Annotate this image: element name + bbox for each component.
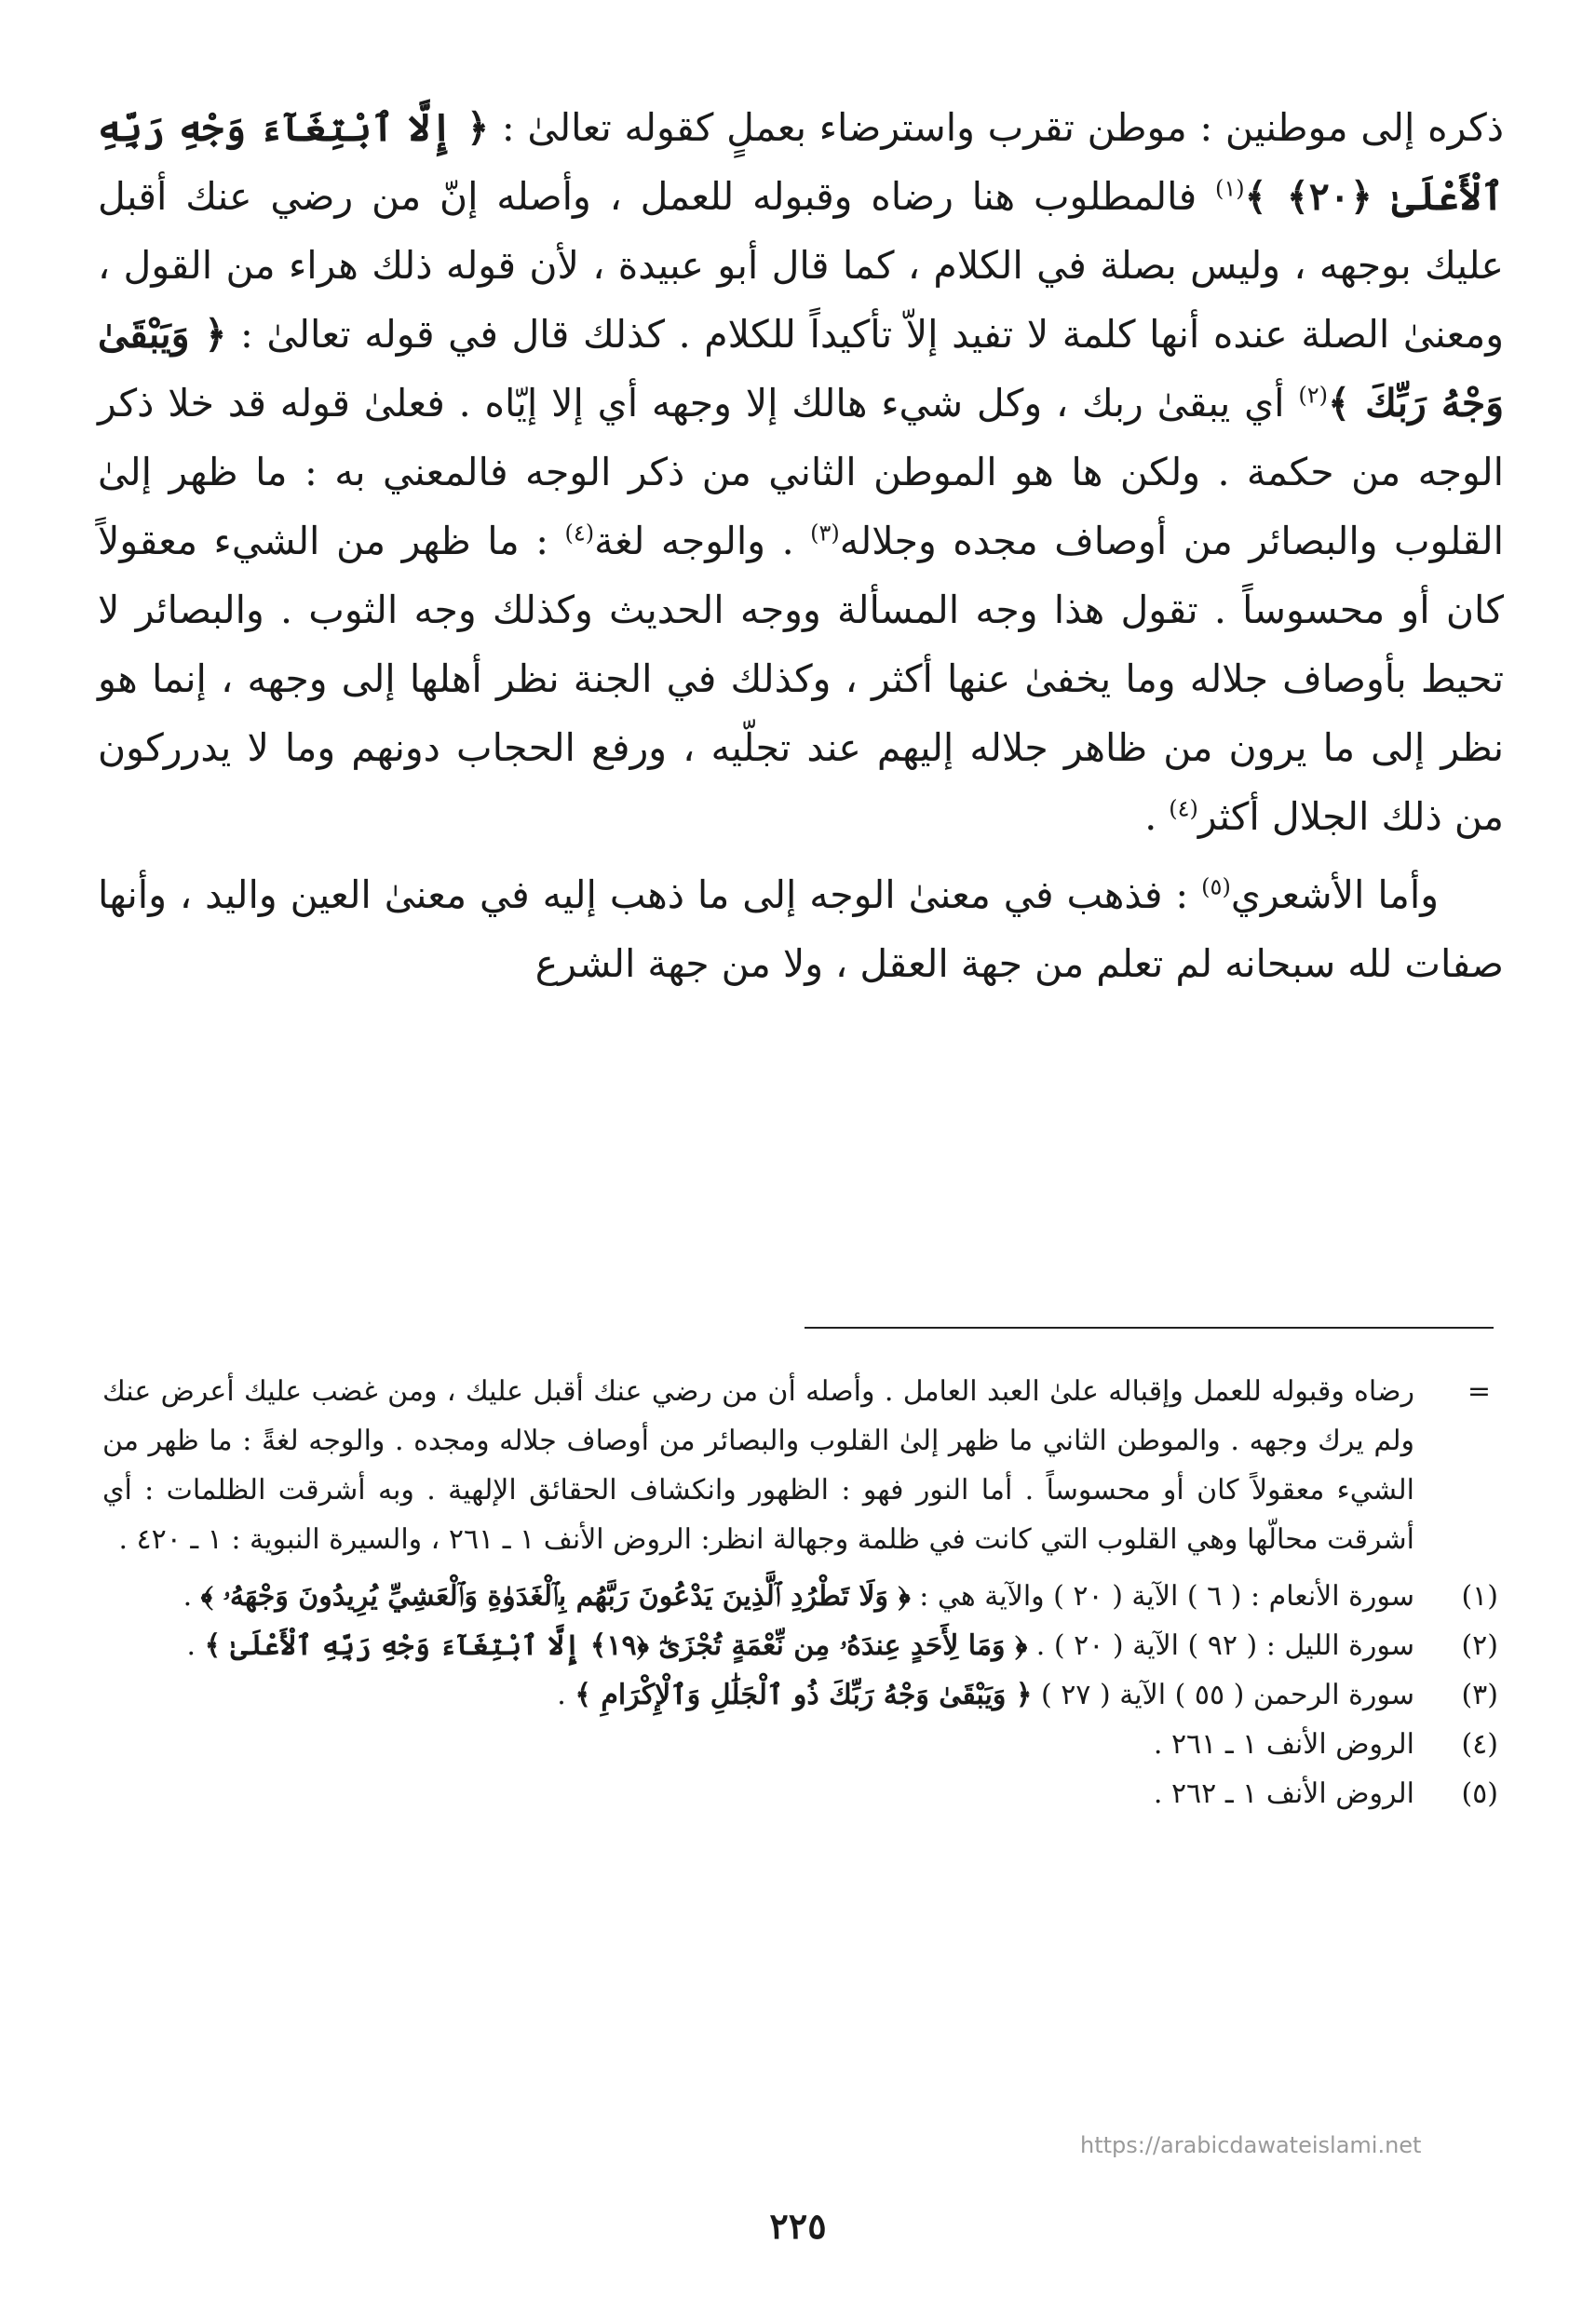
- footnote-continuation: [102, 1367, 1498, 1564]
- footnote-number: (١): [1461, 1580, 1498, 1613]
- text-run: ذكره إلى موطنين : موطن تقرب واسترضاء بعملٍ كقوله تعالىٰ :: [489, 105, 1504, 150]
- footnote-separator: [805, 1327, 1494, 1329]
- footnote-item: [102, 1769, 1498, 1818]
- footnote-number: (٥): [1461, 1777, 1498, 1810]
- page-body: [98, 93, 1504, 998]
- footnote-text: رضاه وقبوله للعمل وإقباله علىٰ العبد العامل . وأصله أن من رضي عنك أقبل عليك ، ومن غضب عليك أعرض عنك ولم يرك وجهه . والموطن الثاني ما ظهر إلىٰ القلوب والبصائر من أوصاف جلاله ومجده . والوجه لغةً : ما ظهر من الشيء معقولاً كان أو محسوساً . أما النور فهو : الظهور وانكشاف الحقائق الإلهية . وبه أشرقت الظلمات : أي أشرقت محالّها وهي القلوب التي كانت في ظلمة وجهالة انظر: الروض الأنف ١ ـ ٢٦١ ، والسيرة النبوية : ١ ـ ٤٢٠ .: [102, 1375, 1414, 1556]
- text-run: : ما ظهر من الشيء معقولاً كان أو محسوساً . تقول هذا وجه المسألة ووجه الحديث وكذلك وجه الثوب . والبصائر لا تحيط بأوصاف جلاله وما يخفىٰ عنها أكثر ، وكذلك في الجنة نظر أهلها إلى وجهه ، إنما هو نظر إلى ما يرون من ظاهر جلاله إليهم عند تجلّيه ، ورفع الحجاب دونهم وما لا يدرركون من ذلك الجلال أكثر: [98, 519, 1504, 839]
- footnote-ref[interactable]: (٣): [810, 520, 840, 547]
- paragraph-1: [98, 93, 1504, 851]
- quran-verse: ﴿ وَيَبْقَىٰ وَجْهُ رَبِّكَ ﴾: [98, 312, 1504, 426]
- paragraph-2: [98, 860, 1504, 998]
- footnote-end: .: [183, 1580, 201, 1613]
- footnote-item: [102, 1720, 1498, 1769]
- footnote-number: (٤): [1461, 1728, 1498, 1761]
- footnote-end: .: [557, 1679, 575, 1711]
- main-text: [98, 93, 1504, 998]
- footnote-item: [102, 1670, 1498, 1720]
- footnote-text: الروض الأنف ١ ـ ٢٦٢ .: [1153, 1777, 1414, 1810]
- footnote-text: الروض الأنف ١ ـ ٢٦١ .: [1153, 1728, 1414, 1761]
- quran-verse: ﴿ وَمَا لِأَحَدٍ عِندَهُۥ مِن نِّعْمَةٍ تُجْزَىٰٓ ﴿١٩﴾ إِلَّا ٱبْتِغَآءَ وَجْهِ رَبِّهِ ٱلْأَعْلَىٰ ﴾: [204, 1629, 1028, 1662]
- page-number: ٢٢٥: [769, 2205, 827, 2247]
- footnote-text: سورة الرحمن ( ٥٥ ) الآية ( ٢٧ ): [1032, 1679, 1414, 1711]
- footnote-item: [102, 1621, 1498, 1670]
- footnote-number: (٢): [1461, 1629, 1498, 1662]
- footnote-item: [102, 1572, 1498, 1621]
- footnote-ref[interactable]: (٤): [564, 520, 595, 547]
- footnote-end: .: [186, 1629, 205, 1662]
- footnote-ref[interactable]: (١): [1215, 175, 1245, 202]
- text-run: . والوجه لغة: [594, 519, 811, 563]
- text-run: أي يبقىٰ ربك ، وكل شيء هالك إلا وجهه أي إلا إيّاه . فعلىٰ قوله قد خلا ذكر الوجه من حكمة . ولكن ها هو الموطن الثاني من ذكر الوجه فالمعني به : ما ظهر إلىٰ القلوب والبصائر من أوصاف مجده وجلاله: [98, 381, 1504, 563]
- continuation-mark: =: [1467, 1375, 1491, 1408]
- footnotes: [102, 1367, 1498, 1818]
- watermark-url: https://arabicdawateislami.net: [1080, 2132, 1422, 2158]
- footnote-ref[interactable]: (٤): [1169, 795, 1198, 822]
- footnote-text: سورة الأنعام : ( ٦ ) الآية ( ٢٠ ) والآية هي :: [910, 1580, 1414, 1613]
- quran-verse: ﴿ وَيَبْقَىٰ وَجْهُ رَبِّكَ ذُو ٱلْجَلَٰلِ وَٱلْإِكْرَامِ ﴾: [575, 1679, 1033, 1711]
- footnote-ref[interactable]: (٥): [1201, 873, 1231, 900]
- footnote-ref[interactable]: (٢): [1298, 382, 1329, 409]
- quran-verse: ﴿ إِلَّا ٱبْتِغَآءَ وَجْهِ رَبِّهِ ٱلْأَعْلَىٰ ﴿٢٠﴾ ﴾: [98, 105, 1504, 219]
- text-run: .: [1144, 794, 1170, 839]
- text-run: فالمطلوب هنا رضاه وقبوله للعمل ، وأصله إنّ من رضي عنك أقبل عليك بوجهه ، وليس بصلة في الكلام ، كما قال أبو عبيدة ، لأن قوله ذلك هراء من القول ، ومعنىٰ الصلة عنده أنها كلمة لا تفيد إلاّ تأكيداً للكلام . كذلك قال في قوله تعالىٰ :: [98, 174, 1504, 357]
- footnote-number: (٣): [1461, 1679, 1498, 1711]
- text-run: : فذهب في معنىٰ الوجه إلى ما ذهب إليه في معنىٰ العين واليد ، وأنها صفات لله سبحانه لم تعلم من جهة العقل ، ولا من جهة الشرع: [98, 872, 1504, 986]
- footnote-text: سورة الليل : ( ٩٢ ) الآية ( ٢٠ ) .: [1027, 1629, 1414, 1662]
- text-run: وأما الأشعري: [1230, 872, 1440, 917]
- quran-verse: ﴿ وَلَا تَطْرُدِ ٱلَّذِينَ يَدْعُونَ رَبَّهُم بِٱلْغَدَوٰةِ وَٱلْعَشِيِّ يُرِيدُونَ وَجْهَهُۥ ﴾: [200, 1580, 911, 1613]
